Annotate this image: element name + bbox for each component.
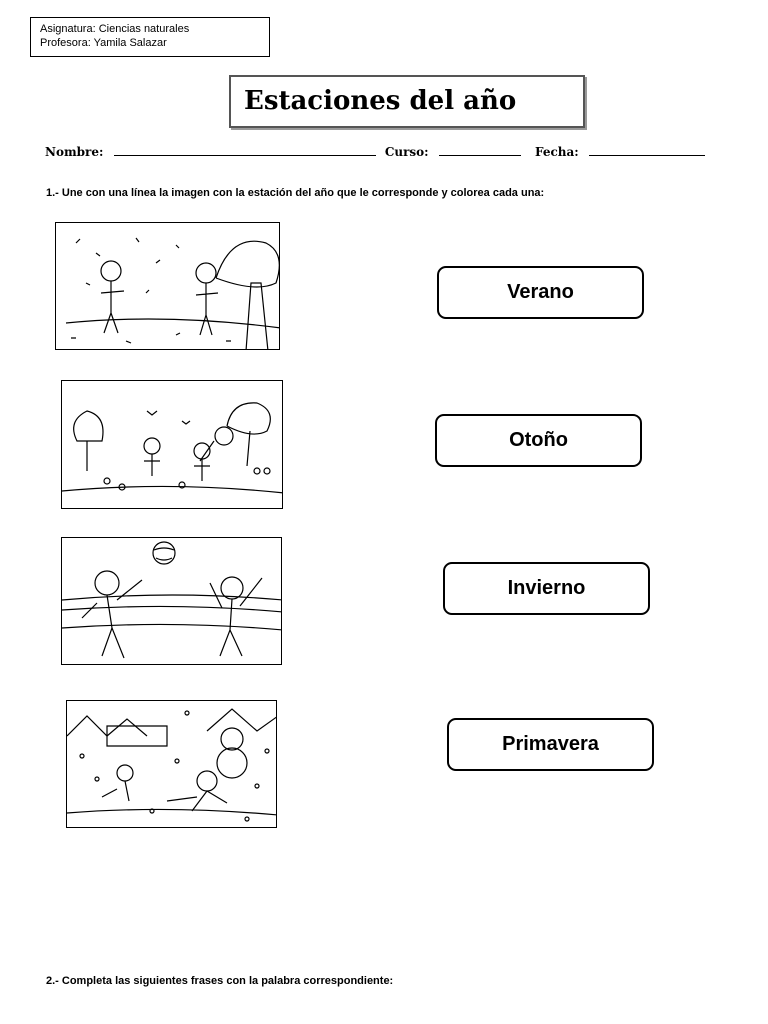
info-box: [30, 17, 270, 57]
summer-drawing: [62, 538, 282, 665]
course-blank[interactable]: [439, 145, 521, 156]
autumn-picture[interactable]: [55, 222, 280, 350]
question-1: 1.- Une con una línea la imagen con la estación del año que le corresponde y colorea cada una:: [46, 187, 545, 199]
summer-picture[interactable]: [61, 537, 282, 665]
season-box-invierno[interactable]: Invierno: [443, 562, 650, 615]
spring-picture[interactable]: [61, 380, 283, 509]
winter-picture[interactable]: [66, 700, 277, 828]
name-blank[interactable]: [114, 145, 376, 156]
spring-drawing: [62, 381, 283, 509]
student-info-line: [45, 145, 705, 159]
season-box-otono[interactable]: Otoño: [435, 414, 642, 467]
name-label: Nombre:: [45, 145, 104, 159]
page-title: Estaciones del año: [229, 75, 585, 128]
subject-line: Asignatura: Ciencias naturales: [40, 23, 190, 35]
teacher-line: Profesora: Yamila Salazar: [40, 37, 167, 49]
question-2: 2.- Completa las siguientes frases con la palabra correspondiente:: [46, 975, 394, 987]
season-box-verano[interactable]: Verano: [437, 266, 644, 319]
date-blank[interactable]: [589, 145, 705, 156]
winter-drawing: [67, 701, 277, 828]
date-label: Fecha:: [535, 145, 579, 159]
season-box-primavera[interactable]: Primavera: [447, 718, 654, 771]
autumn-drawing: [56, 223, 280, 350]
course-label: Curso:: [384, 145, 429, 159]
